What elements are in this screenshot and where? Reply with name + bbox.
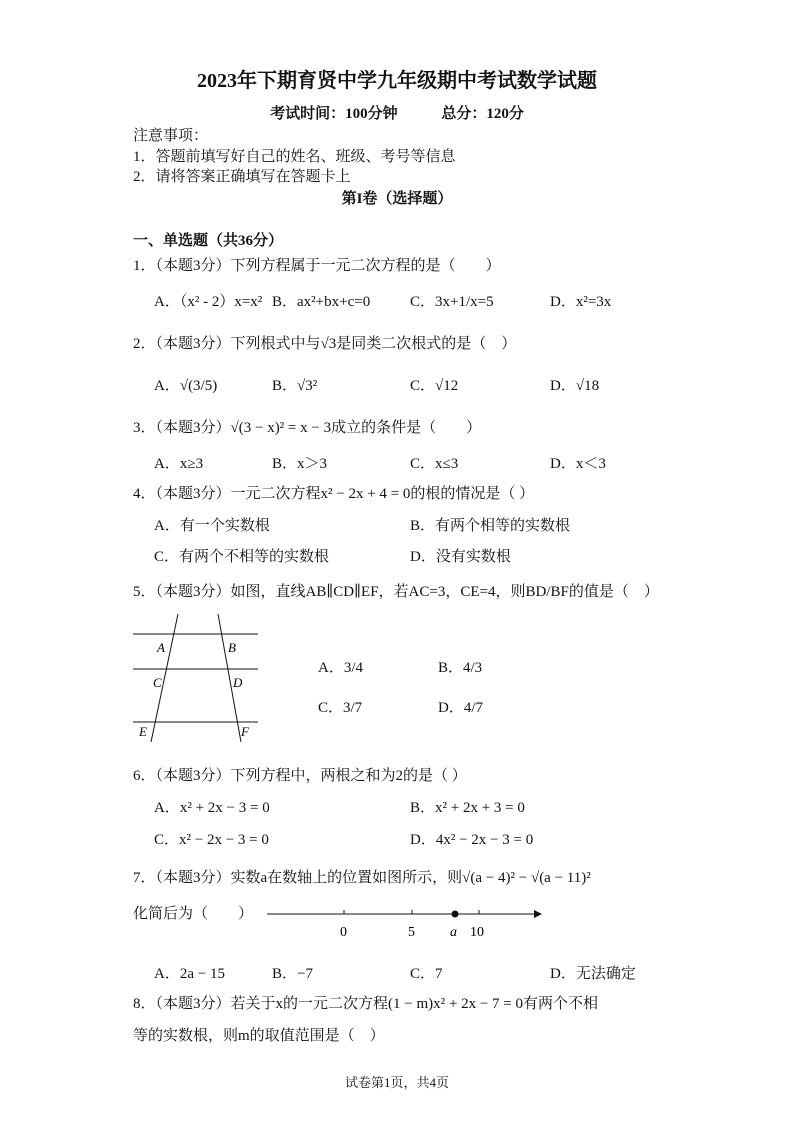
point-label-e: E — [139, 724, 147, 739]
note-item-2: 2．请将答案正确填写在答题卡上 — [133, 169, 351, 185]
question-3-option-d: D．x＜3 — [550, 456, 606, 472]
volume-title: 第I卷（选择题） — [341, 191, 453, 207]
question-2-stem: 2．（本题3分）下列根式中与√3是同类二次根式的是（ ） — [133, 336, 517, 352]
parallel-lines-figure — [133, 612, 263, 747]
axis-label-10: 10 — [470, 925, 484, 940]
exam-time: 考试时间：100分钟 — [270, 106, 398, 122]
question-1-option-b: B．ax²+bx+c=0 — [272, 294, 371, 310]
question-7-option-b: B．−7 — [272, 966, 313, 982]
question-7-stem-continued: 化简后为（ ） — [133, 906, 254, 922]
question-4-option-b: B．有两个相等的实数根 — [410, 518, 571, 534]
question-2-option-b: B．√3² — [272, 378, 318, 394]
question-8-stem: 8．（本题3分）若关于x的一元二次方程(1 − m)x² + 2x − 7 = 0有两个不相 — [133, 996, 598, 1012]
question-1-stem: 1．（本题3分）下列方程属于一元二次方程的是（ ） — [133, 258, 501, 274]
axis-label-0: 0 — [340, 925, 347, 940]
question-6-option-a: A．x² + 2x − 3 = 0 — [154, 800, 270, 816]
exam-title: 2023年下期育贤中学九年级期中考试数学试题 — [197, 70, 597, 92]
question-6-option-c: C．x² − 2x − 3 = 0 — [154, 832, 269, 848]
question-7-option-c: C．7 — [410, 966, 443, 982]
point-label-d: D — [233, 675, 243, 690]
question-2-option-c: C．√12 — [410, 378, 459, 394]
question-8-stem-continued: 等的实数根，则m的取值范围是（ ） — [133, 1028, 385, 1044]
question-3-option-a: A．x≥3 — [154, 456, 204, 472]
question-2-option-a: A．√(3/5) — [154, 378, 218, 394]
exam-total-score: 总分：120分 — [441, 106, 524, 122]
question-3-option-c: C．x≤3 — [410, 456, 459, 472]
notes-heading: 注意事项： — [133, 128, 209, 144]
question-7-option-a: A．2a − 15 — [154, 966, 225, 982]
question-2-option-d: D．√18 — [550, 378, 600, 394]
question-4-option-a: A．有一个实数根 — [154, 518, 270, 534]
note-item-1: 1．答题前填写好自己的姓名、班级、考号等信息 — [133, 149, 456, 165]
page-footer: 试卷第1页，共4页 — [344, 1075, 449, 1090]
question-4-stem: 4．（本题3分）一元二次方程x² − 2x + 4 = 0的根的情况是（ ） — [133, 486, 535, 502]
question-5-option-b: B．4/3 — [438, 660, 483, 676]
point-label-c: C — [153, 675, 162, 690]
question-7-stem: 7．（本题3分）实数a在数轴上的位置如图所示，则√(a − 4)² − √(a − 11)² — [133, 870, 591, 886]
axis-label-a: a — [450, 925, 457, 940]
question-5-stem: 5．（本题3分）如图，直线AB∥CD∥EF，若AC=3，CE=4，则BD/BF的值是（ ） — [133, 584, 659, 600]
section-title: 一、单选题（共36分） — [133, 233, 284, 249]
point-label-a: A — [157, 640, 165, 655]
question-6-option-b: B．x² + 2x + 3 = 0 — [410, 800, 525, 816]
question-5-option-c: C．3/7 — [318, 700, 363, 716]
question-4-option-d: D．没有实数根 — [410, 549, 511, 565]
question-6-option-d: D．4x² − 2x − 3 = 0 — [410, 832, 534, 848]
axis-label-5: 5 — [408, 925, 415, 940]
question-1-option-d: D．x²=3x — [550, 294, 612, 310]
question-5-option-a: A．3/4 — [318, 660, 364, 676]
question-7-option-d: D．无法确定 — [550, 966, 636, 982]
exam-meta — [0, 102, 794, 123]
question-4-option-c: C．有两个不相等的实数根 — [154, 549, 330, 565]
question-5-option-d: D．4/7 — [438, 700, 484, 716]
point-label-f: F — [241, 724, 249, 739]
point-label-b: B — [228, 640, 236, 655]
question-1-option-c: C．3x+1/x=5 — [410, 294, 494, 310]
number-line-figure — [262, 904, 547, 940]
question-3-option-b: B．x＞3 — [272, 456, 328, 472]
question-6-stem: 6．（本题3分）下列方程中，两根之和为2的是（ ） — [133, 768, 467, 784]
question-1-option-a: A．（x² - 2）x=x² — [154, 294, 263, 310]
question-3-stem: 3．（本题3分）√(3 − x)² = x − 3成立的条件是（ ） — [133, 420, 482, 436]
